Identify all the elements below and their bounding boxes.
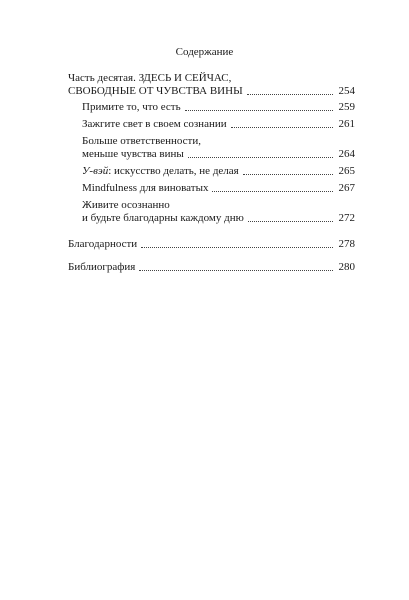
toc-entry-title-rest: : искусство делать, не делая	[108, 165, 239, 177]
dot-leader	[243, 173, 333, 175]
dot-leader	[188, 156, 333, 158]
dot-leader	[139, 269, 333, 271]
toc-entry-part-ten	[68, 72, 355, 98]
toc-entry-title-line: и будьте благодарны каждому дню	[82, 212, 244, 224]
dot-leader	[212, 190, 333, 192]
toc-entry-title: Примите то, что есть	[82, 101, 181, 113]
toc-page-number: 278	[338, 238, 355, 250]
toc-page-number: 264	[338, 148, 355, 160]
toc-page-number: 272	[338, 212, 355, 224]
toc-entry-acknowledgements	[68, 238, 355, 251]
toc-entry-title: Зажгите свет в своем сознании	[82, 118, 227, 130]
toc-entry-mindfulness	[68, 182, 355, 195]
toc-page-number: 280	[338, 261, 355, 273]
dot-leader	[141, 246, 333, 248]
page-title: Содержание	[175, 46, 234, 58]
dot-leader	[247, 93, 333, 95]
toc-entry-title-line: Часть десятая. ЗДЕСЬ И СЕЙЧАС,	[68, 72, 232, 84]
toc-entry-title-line: меньше чувства вины	[82, 148, 184, 160]
toc-entry-responsibility	[68, 135, 355, 161]
toc-entry-title-line: СВОБОДНЫЕ ОТ ЧУВСТВА ВИНЫ	[68, 85, 243, 97]
dot-leader	[248, 220, 333, 222]
toc-page-number: 265	[338, 165, 355, 177]
toc-page-number: 261	[338, 118, 355, 130]
toc-entry-title: Библиография	[68, 261, 136, 273]
dot-leader	[185, 109, 333, 111]
toc-page-number: 267	[338, 182, 355, 194]
toc-entry-title-italic: У-вэй	[82, 165, 109, 177]
toc-entry-title: Mindfulness для виноватых	[82, 182, 209, 194]
toc-entry-bibliography	[68, 261, 355, 274]
toc-entry-accept	[68, 101, 355, 114]
dot-leader	[231, 126, 333, 128]
toc-page-number: 259	[338, 101, 355, 113]
toc-entry-live-consciously	[68, 199, 355, 225]
toc-entry-title	[82, 165, 239, 178]
toc-entry-light	[68, 118, 355, 131]
toc-page-number: 254	[338, 85, 355, 97]
toc-entry-title: Благодарности	[68, 238, 138, 250]
toc-entry-wu-wei	[68, 165, 355, 178]
toc-entry-title-line: Живите осознанно	[82, 199, 170, 211]
toc-entry-title-line: Больше ответственности,	[82, 135, 201, 147]
table-of-contents	[68, 72, 355, 274]
